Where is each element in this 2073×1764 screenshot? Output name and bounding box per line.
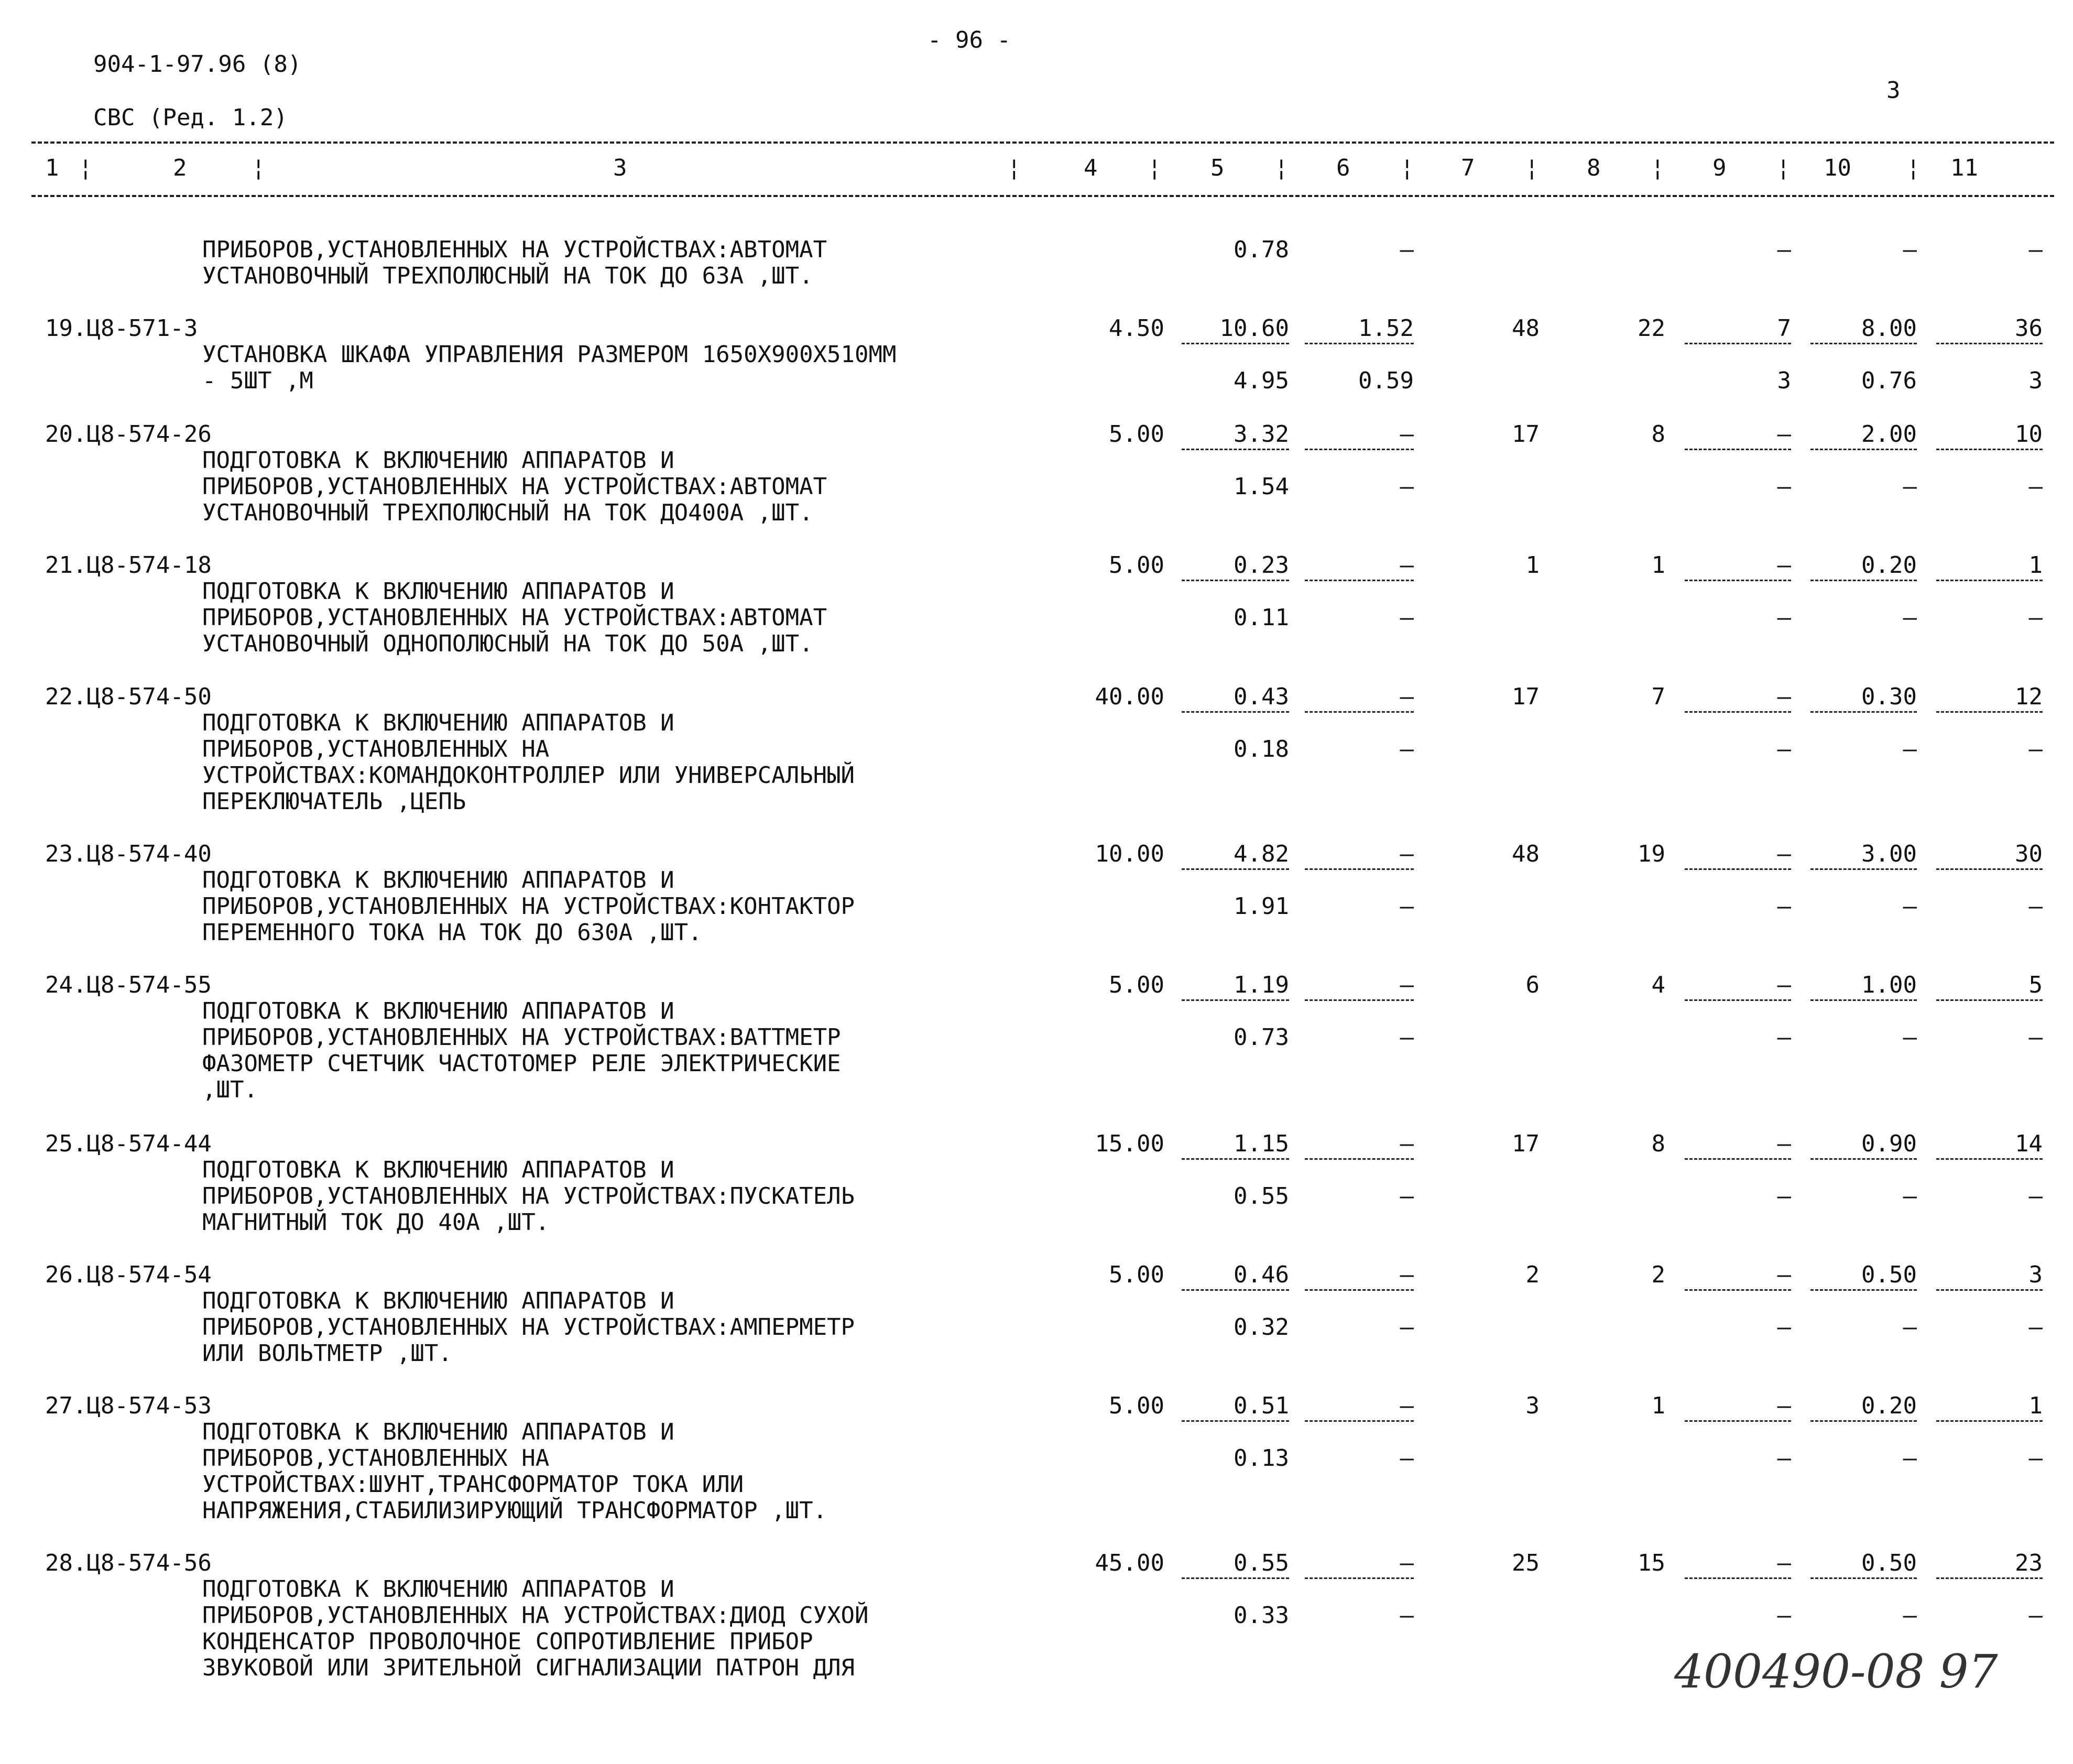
cell-fraction-line [1182,580,1289,581]
cell-c8: 19 [1638,841,1665,867]
cell-c7: 25 [1512,1550,1540,1576]
cell-c6a: – [1400,1550,1414,1576]
cell-c10a: 3.00 [1861,841,1917,867]
cell-c9b: – [1777,1445,1791,1472]
cell-c9b: – [1777,604,1791,631]
cell-c6a: – [1400,552,1414,579]
cell-c4: 5.00 [1109,552,1164,579]
cell-fraction-line [1182,449,1289,450]
column-header-2: 2 [173,155,187,181]
cell-c5a: 1.15 [1234,1130,1289,1157]
cell-fraction-line [1182,999,1289,1001]
cell-fraction-line [1685,580,1791,581]
cell-fraction-line [1936,868,2043,870]
cell-fraction-line [1305,1420,1414,1422]
cell-fraction-line [1685,1420,1791,1422]
cell-c10a: 1.00 [1861,972,1917,998]
cell-fraction-line [1810,1158,1917,1160]
cell-c6b: – [1400,473,1414,500]
cell-c11b: – [2028,1024,2043,1051]
row-description-line: ПРИБОРОВ,УСТАНОВЛЕННЫХ НА [202,1445,550,1472]
row-description-line: ФАЗОМЕТР СЧЕТЧИК ЧАСТОТОМЕР РЕЛЕ ЭЛЕКТРИЧЕСКИЕ [202,1050,841,1077]
column-header-4: 4 [1084,155,1098,181]
cell-c7: 48 [1512,315,1540,342]
cell-fraction-line [1305,343,1414,344]
cell-fraction-line [1936,1158,2043,1160]
cell-c10a: 8.00 [1861,315,1917,342]
cell-c10b: 0.76 [1861,367,1917,394]
cell-c6a: – [1400,1392,1414,1419]
cell-c6b: – [1400,1445,1414,1472]
cell-c10a: 0.50 [1861,1550,1917,1576]
cell-c11a: 14 [2015,1130,2043,1157]
cell-fraction-line [1685,868,1791,870]
cell-c9a: – [1777,421,1791,448]
cell-c9a: – [1777,1550,1791,1576]
column-header-3: 3 [613,155,627,181]
cell-c8: 1 [1651,1392,1665,1419]
cell-c6b: – [1400,1183,1414,1210]
cell-fraction-line [1810,1420,1917,1422]
row-position-code: 19.Ц8-571-3 [45,315,198,342]
row-description-line: УСТАНОВОЧНЫЙ ТРЕХПОЛЮСНЫЙ НА ТОК ДО 63А ,ШТ. [202,263,813,289]
row-description-line: ПОДГОТОВКА К ВКЛЮЧЕНИЮ АППАРАТОВ И [202,1419,674,1445]
cell-c5a: 0.23 [1234,552,1289,579]
cell-c4: 10.00 [1095,841,1164,867]
document-code: 904-1-97.96 (8) [93,51,302,78]
cell-c7: 1 [1525,552,1540,579]
cell-c9a: – [1777,552,1791,579]
cell-c8: 22 [1638,315,1665,342]
cell-c5a: 0.78 [1234,236,1289,263]
cell-fraction-line [1182,1289,1289,1291]
column-separator: ¦ [1400,155,1414,181]
cell-fraction-line [1936,343,2043,344]
cell-c6b: – [1400,604,1414,631]
row-description-line: ПОДГОТОВКА К ВКЛЮЧЕНИЮ АППАРАТОВ И [202,867,674,894]
cell-c9a: – [1777,841,1791,867]
cell-c11b: – [2028,1445,2043,1472]
cell-fraction-line [1305,1577,1414,1579]
cell-c9a: 7 [1777,315,1791,342]
row-description-line: УСТАНОВОЧНЫЙ ТРЕХПОЛЮСНЫЙ НА ТОК ДО400А ,ШТ. [202,499,813,526]
cell-c11a: 1 [2028,552,2043,579]
row-description-line: КОНДЕНСАТОР ПРОВОЛОЧНОЕ СОПРОТИВЛЕНИЕ ПРИБОР [202,1628,813,1655]
cell-fraction-line [1810,999,1917,1001]
cell-fraction-line [1182,868,1289,870]
cell-c10b: – [1903,1024,1917,1051]
cell-c11b: – [2028,1602,2043,1629]
cell-c6b: – [1400,736,1414,763]
row-description-line: ЗВУКОВОЙ ИЛИ ЗРИТЕЛЬНОЙ СИГНАЛИЗАЦИИ ПАТРОН ДЛЯ [202,1654,855,1681]
cell-c8: 15 [1638,1550,1665,1576]
row-description-line: ПОДГОТОВКА К ВКЛЮЧЕНИЮ АППАРАТОВ И [202,1288,674,1314]
cell-fraction-line [1685,1577,1791,1579]
cell-fraction-line [1305,711,1414,713]
cell-c6b: – [1400,1024,1414,1051]
cell-fraction-line [1182,1158,1289,1160]
cell-fraction-line [1305,1158,1414,1160]
column-header-5: 5 [1210,155,1225,181]
row-description-line: ПОДГОТОВКА К ВКЛЮЧЕНИЮ АППАРАТОВ И [202,1576,674,1603]
row-description-line: УСТРОЙСТВАХ:ШУНТ,ТРАНСФОРМАТОР ТОКА ИЛИ [202,1471,744,1498]
row-description-line: УСТАНОВКА ШКАФА УПРАВЛЕНИЯ РАЗМЕРОМ 1650Х900Х510ММ [202,341,897,368]
cell-fraction-line [1936,449,2043,450]
cell-fraction-line [1936,711,2043,713]
column-header-10: 10 [1824,155,1851,181]
cell-c10a: 0.20 [1861,1392,1917,1419]
cell-c11b: – [2028,1314,2043,1341]
cell-c11a: 3 [2028,1261,2043,1288]
row-position-code: 21.Ц8-574-18 [45,552,212,579]
cell-c10a: 0.30 [1861,683,1917,710]
cell-c6b: – [1400,1314,1414,1341]
cell-c10b: – [1903,473,1917,500]
cell-c4: 40.00 [1095,683,1164,710]
row-position-code: 23.Ц8-574-40 [45,841,212,867]
cell-c9b: – [1777,1183,1791,1210]
row-description-line: УСТРОЙСТВАХ:КОМАНДОКОНТРОЛЛЕР ИЛИ УНИВЕРСАЛЬНЫЙ [202,762,855,789]
cell-c4: 5.00 [1109,421,1164,448]
cell-c8: 1 [1651,552,1665,579]
column-header-9: 9 [1712,155,1727,181]
row-description-line: ПРИБОРОВ,УСТАНОВЛЕННЫХ НА УСТРОЙСТВАХ:АВТОМАТ [202,236,827,263]
cell-c5a: 0.46 [1234,1261,1289,1288]
cell-fraction-line [1685,449,1791,450]
cell-fraction-line [1810,1289,1917,1291]
cell-c5a: 0.55 [1234,1550,1289,1576]
cell-c5b: 0.33 [1234,1602,1289,1629]
cell-c10a: 0.50 [1861,1261,1917,1288]
row-description-line: ПРИБОРОВ,УСТАНОВЛЕННЫХ НА УСТРОЙСТВАХ:ДИОД СУХОЙ [202,1602,869,1629]
cell-c9b: – [1777,1024,1791,1051]
cell-fraction-line [1305,1289,1414,1291]
cell-c6a: – [1400,1130,1414,1157]
cell-c10a: – [1903,236,1917,263]
cell-fraction-line [1936,999,2043,1001]
cell-c4: 4.50 [1109,315,1164,342]
cell-c4: 15.00 [1095,1130,1164,1157]
row-description-line: НАПРЯЖЕНИЯ,СТАБИЛИЗИРУЮЩИЙ ТРАНСФОРМАТОР ,ШТ. [202,1497,827,1524]
cell-c8: 8 [1651,421,1665,448]
cell-c6a: – [1400,683,1414,710]
cell-c7: 17 [1512,421,1540,448]
cell-fraction-line [1936,1289,2043,1291]
cell-c10a: 0.90 [1861,1130,1917,1157]
cell-c5b: 1.91 [1234,893,1289,920]
cell-c11a: 1 [2028,1392,2043,1419]
cell-c10b: – [1903,604,1917,631]
row-description-line: ПОДГОТОВКА К ВКЛЮЧЕНИЮ АППАРАТОВ И [202,447,674,474]
cell-c9b: – [1777,473,1791,500]
row-description-line: ПРИБОРОВ,УСТАНОВЛЕННЫХ НА УСТРОЙСТВАХ:ПУСКАТЕЛЬ [202,1183,855,1210]
cell-c5b: 0.13 [1234,1445,1289,1472]
row-description-line: УСТАНОВОЧНЫЙ ОДНОПОЛЮСНЫЙ НА ТОК ДО 50А ,ШТ. [202,630,813,657]
cell-c9b: – [1777,1602,1791,1629]
cell-c11b: – [2028,736,2043,763]
cell-fraction-line [1182,343,1289,344]
header-bottom-rule [31,195,2054,197]
cell-fraction-line [1810,580,1917,581]
cell-fraction-line [1685,343,1791,344]
cell-fraction-line [1305,868,1414,870]
cell-fraction-line [1685,999,1791,1001]
handwritten-annotation: 400490-08 97 [1674,1645,1998,1698]
cell-c5a: 10.60 [1219,315,1289,342]
cell-c4: 5.00 [1109,1392,1164,1419]
row-description-line: ПРИБОРОВ,УСТАНОВЛЕННЫХ НА УСТРОЙСТВАХ:КОНТАКТОР [202,893,855,920]
row-description-line: ПРИБОРОВ,УСТАНОВЛЕННЫХ НА УСТРОЙСТВАХ:АВТОМАТ [202,473,827,500]
column-separator: ¦ [79,155,93,181]
cell-c9a: – [1777,1392,1791,1419]
row-description-line: ПОДГОТОВКА К ВКЛЮЧЕНИЮ АППАРАТОВ И [202,578,674,605]
cell-c10a: 2.00 [1861,421,1917,448]
row-position-code: 26.Ц8-574-54 [45,1261,212,1288]
cell-c5a: 3.32 [1234,421,1289,448]
cell-c5a: 4.82 [1234,841,1289,867]
row-description-line: ПОДГОТОВКА К ВКЛЮЧЕНИЮ АППАРАТОВ И [202,1157,674,1183]
cell-c9a: – [1777,972,1791,998]
cell-c5b: 1.54 [1234,473,1289,500]
column-header-1: 1 [45,155,59,181]
row-description-line: ПОДГОТОВКА К ВКЛЮЧЕНИЮ АППАРАТОВ И [202,710,674,736]
cell-c8: 7 [1651,683,1665,710]
page-number-marker: - 96 - [928,27,1011,53]
cell-c6a: – [1400,421,1414,448]
column-header-8: 8 [1587,155,1601,181]
cell-c7: 48 [1512,841,1540,867]
cell-c9b: 3 [1777,367,1791,394]
cell-c7: 2 [1525,1261,1540,1288]
cell-c11a: 30 [2015,841,2043,867]
row-description-line: МАГНИТНЫЙ ТОК ДО 40А ,ШТ. [202,1209,550,1236]
cell-fraction-line [1182,1577,1289,1579]
cell-c5a: 0.43 [1234,683,1289,710]
cell-fraction-line [1936,580,2043,581]
row-description-line: - 5ШТ ,М [202,367,313,394]
row-position-code: 28.Ц8-574-56 [45,1550,212,1576]
cell-c10b: – [1903,1602,1917,1629]
cell-c11a: – [2028,236,2043,263]
cell-c11a: 36 [2015,315,2043,342]
cell-c6b: – [1400,1602,1414,1629]
cell-c8: 8 [1651,1130,1665,1157]
row-description-line: ИЛИ ВОЛЬТМЕТР ,ШТ. [202,1340,452,1367]
cell-c5b: 0.73 [1234,1024,1289,1051]
cell-fraction-line [1685,1158,1791,1160]
column-separator: ¦ [1525,155,1539,181]
cell-c10b: – [1903,1183,1917,1210]
cell-c5b: 0.32 [1234,1314,1289,1341]
cell-c11a: 5 [2028,972,2043,998]
cell-fraction-line [1305,999,1414,1001]
header-top-rule [31,141,2054,144]
cell-fraction-line [1305,580,1414,581]
cell-c5b: 0.18 [1234,736,1289,763]
row-position-code: 25.Ц8-574-44 [45,1130,212,1157]
cell-c6a: – [1400,236,1414,263]
cell-c6a: – [1400,972,1414,998]
cell-c11b: – [2028,604,2043,631]
cell-fraction-line [1810,449,1917,450]
cell-c11b: 3 [2028,367,2043,394]
cell-c11a: 12 [2015,683,2043,710]
cell-c10a: 0.20 [1861,552,1917,579]
row-description-line: ПРИБОРОВ,УСТАНОВЛЕННЫХ НА УСТРОЙСТВАХ:АВТОМАТ [202,604,827,631]
cell-c9a: – [1777,236,1791,263]
cell-c6b: 0.59 [1358,367,1414,394]
cell-c11a: 10 [2015,421,2043,448]
cell-c9a: – [1777,1261,1791,1288]
cell-c6b: – [1400,893,1414,920]
row-position-code: 20.Ц8-574-26 [45,421,212,448]
cell-fraction-line [1936,1577,2043,1579]
cell-fraction-line [1810,343,1917,344]
cell-fraction-line [1685,1289,1791,1291]
cell-c7: 17 [1512,1130,1540,1157]
cell-c5b: 0.11 [1234,604,1289,631]
cell-c5a: 0.51 [1234,1392,1289,1419]
cell-c10b: – [1903,1445,1917,1472]
cell-c10b: – [1903,893,1917,920]
cell-c6a: – [1400,841,1414,867]
row-position-code: 22.Ц8-574-50 [45,683,212,710]
row-description-line: ПОДГОТОВКА К ВКЛЮЧЕНИЮ АППАРАТОВ И [202,998,674,1025]
cell-c4: 5.00 [1109,1261,1164,1288]
column-separator: ¦ [1007,155,1021,181]
cell-fraction-line [1810,711,1917,713]
sheet-number: 3 [1886,77,1901,104]
row-position-code: 27.Ц8-574-53 [45,1392,212,1419]
row-description-line: ПРИБОРОВ,УСТАНОВЛЕННЫХ НА УСТРОЙСТВАХ:АМПЕРМЕТР [202,1314,855,1341]
row-description-line: ПРИБОРОВ,УСТАНОВЛЕННЫХ НА [202,736,550,763]
cell-c7: 3 [1525,1392,1540,1419]
cell-fraction-line [1810,868,1917,870]
cell-fraction-line [1685,711,1791,713]
column-header-7: 7 [1461,155,1475,181]
row-description-line: ПРИБОРОВ,УСТАНОВЛЕННЫХ НА УСТРОЙСТВАХ:ВАТТМЕТР [202,1024,841,1051]
cell-c5a: 1.19 [1234,972,1289,998]
cell-c4: 45.00 [1095,1550,1164,1576]
cell-c7: 6 [1525,972,1540,998]
column-separator: ¦ [1651,155,1665,181]
cell-fraction-line [1305,449,1414,450]
cell-c8: 2 [1651,1261,1665,1288]
cell-c11b: – [2028,473,2043,500]
row-description-line: ,ШТ. [202,1076,258,1103]
cell-c4: 5.00 [1109,972,1164,998]
cell-c9b: – [1777,893,1791,920]
column-separator: ¦ [1148,155,1162,181]
cell-c10b: – [1903,736,1917,763]
row-description-line: ПЕРЕКЛЮЧАТЕЛЬ ,ЦЕПЬ [202,788,466,815]
cell-c9a: – [1777,1130,1791,1157]
cell-c9b: – [1777,1314,1791,1341]
cell-fraction-line [1810,1577,1917,1579]
cell-fraction-line [1936,1420,2043,1422]
row-description-line: ПЕРЕМЕННОГО ТОКА НА ТОК ДО 630А ,ШТ. [202,919,702,946]
column-header-6: 6 [1336,155,1350,181]
cell-c11a: 23 [2015,1550,2043,1576]
program-version: СВС (Ред. 1.2) [93,104,288,131]
cell-c11b: – [2028,893,2043,920]
cell-c11b: – [2028,1183,2043,1210]
cell-c10b: – [1903,1314,1917,1341]
cell-fraction-line [1182,1420,1289,1422]
column-separator: ¦ [1906,155,1921,181]
column-header-11: 11 [1950,155,1978,181]
row-position-code: 24.Ц8-574-55 [45,972,212,998]
cell-c5b: 0.55 [1234,1183,1289,1210]
column-separator: ¦ [1274,155,1289,181]
cell-c7: 17 [1512,683,1540,710]
cell-c9b: – [1777,736,1791,763]
cell-c5b: 4.95 [1234,367,1289,394]
cell-c8: 4 [1651,972,1665,998]
column-separator: ¦ [252,155,266,181]
cell-c9a: – [1777,683,1791,710]
cell-fraction-line [1182,711,1289,713]
cell-c6a: – [1400,1261,1414,1288]
column-separator: ¦ [1776,155,1791,181]
cell-c6a: 1.52 [1358,315,1414,342]
